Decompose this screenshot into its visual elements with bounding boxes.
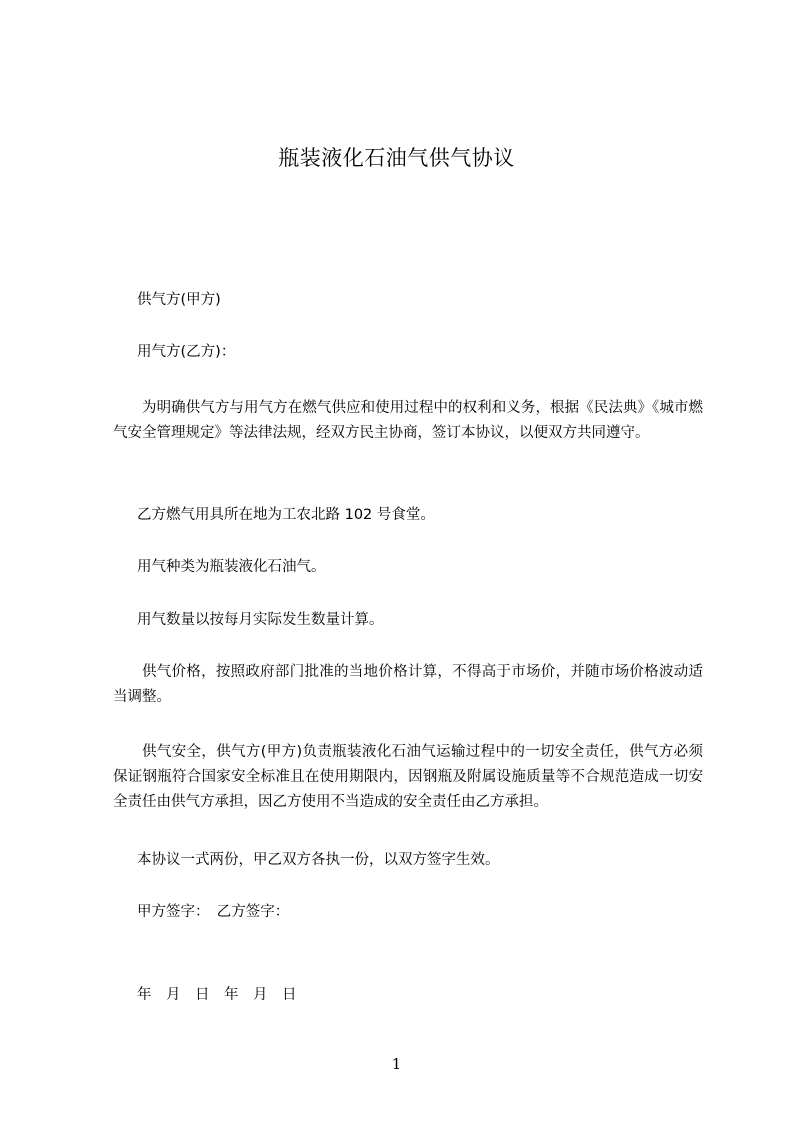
clause-quantity: 用气数量以按每月实际发生数量计算。 xyxy=(137,612,384,628)
signature-line: 甲方签字： 乙方签字： xyxy=(137,904,290,920)
clause-gas-type: 用气种类为瓶装液化石油气。 xyxy=(137,559,326,575)
page-number: 1 xyxy=(391,1055,402,1073)
supplier-line: 供气方(甲方) xyxy=(137,292,221,308)
user-line: 用气方(乙方)： xyxy=(137,344,236,360)
clause-location: 乙方燃气用具所在地为工农北路 102 号食堂。 xyxy=(137,507,435,523)
clause-safety: 供气安全，供气方(甲方)负责瓶装液化石油气运输过程中的一切安全责任，供气方必须保证钢瓶符合国家安全标准且在使用期限内，因钢瓶及附属设施质量等不合规范造成一切安全责任由供气方承担，因乙方使用不当造成的安全责任由乙方承担。 xyxy=(113,744,703,810)
document-title: 瓶装液化石油气供气协议 xyxy=(278,146,515,170)
preamble-paragraph: 为明确供气方与用气方在燃气供应和使用过程中的权利和义务，根据《民法典》《城市燃气安全管理规定》等法律法规，经双方民主协商，签订本协议，以便双方共同遵守。 xyxy=(113,400,703,441)
clause-price: 供气价格，按照政府部门批准的当地价格计算，不得高于市场价，并随市场价格波动适当调整。 xyxy=(113,664,703,705)
clause-copies: 本协议一式两份，甲乙双方各执一份，以双方签字生效。 xyxy=(137,852,500,868)
date-line: 年 月 日 年 月 日 xyxy=(137,987,297,1003)
